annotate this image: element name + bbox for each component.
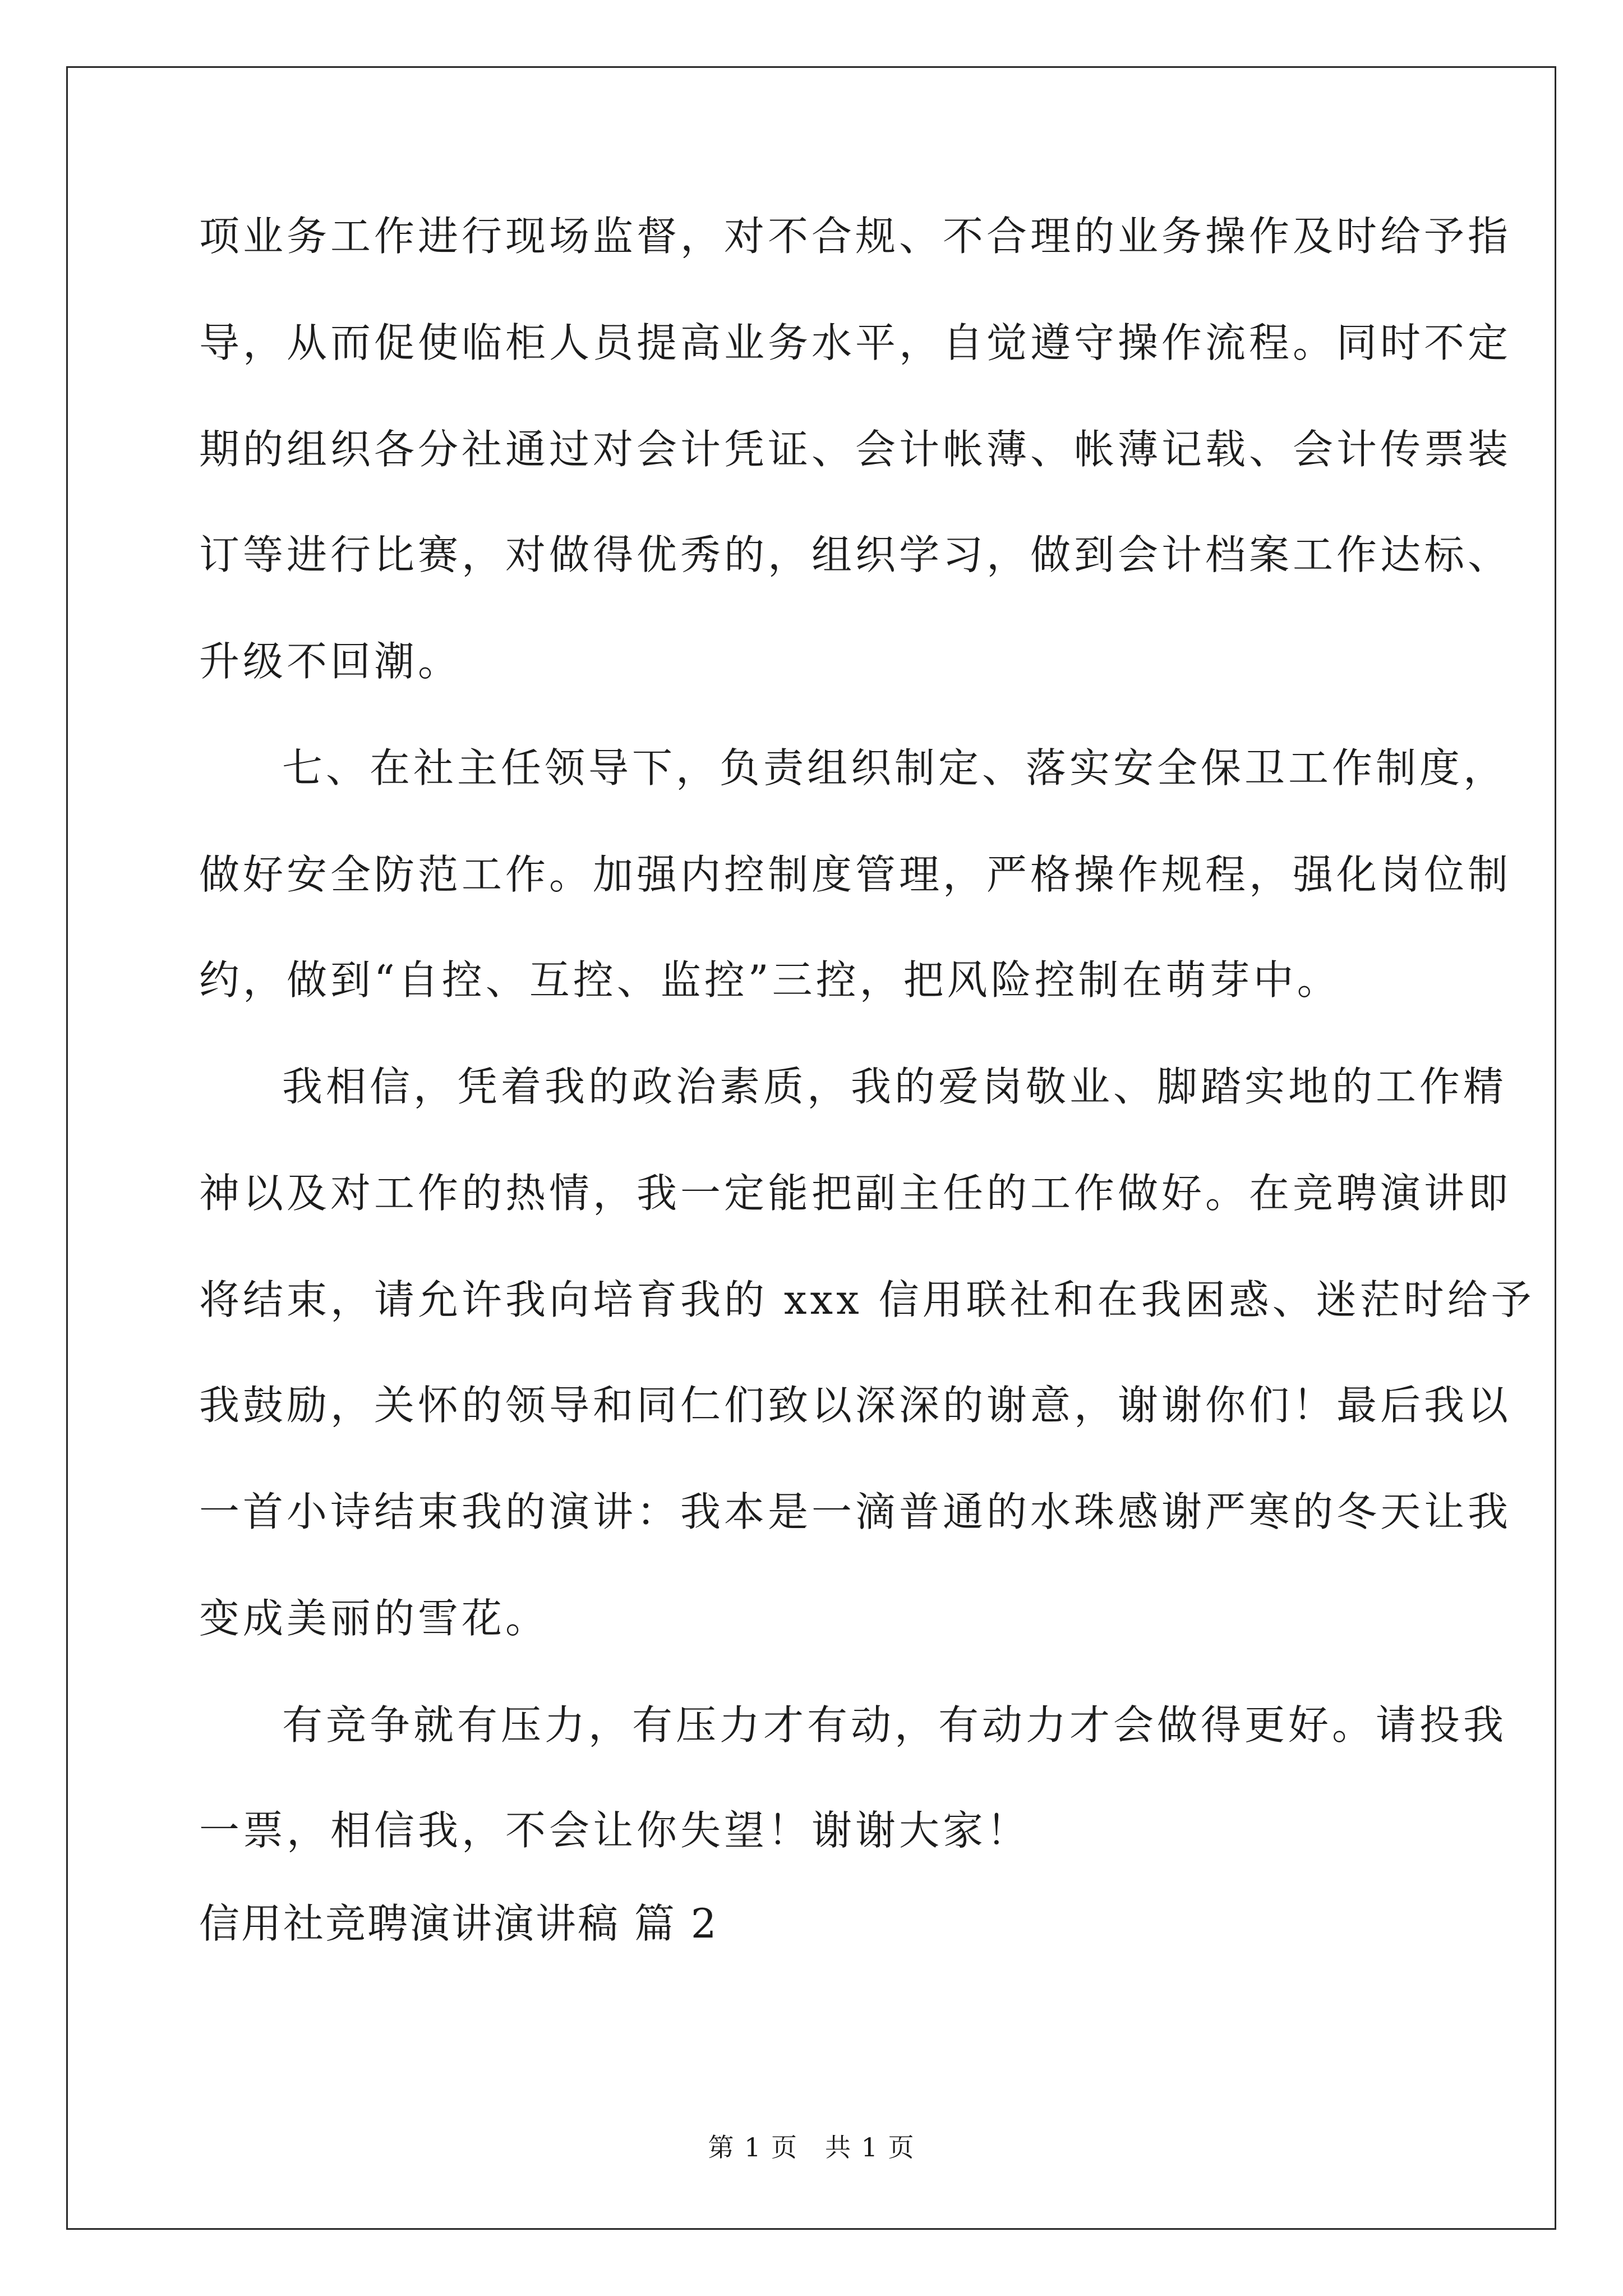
text-line: 导，从而促使临柜人员提高业务水平，自觉遵守操作流程。同时不定 (199, 319, 1512, 366)
text-line: 一首小诗结束我的演讲：我本是一滴普通的水珠感谢严寒的冬天让我 (199, 1488, 1512, 1535)
text-line: 约，做到“自控、互控、监控”三控，把风险控制在萌芽中。 (199, 956, 1341, 1004)
text-line: 变成美丽的雪花。 (199, 1595, 550, 1642)
page-number-footer: 第 1 页 共 1 页 (708, 2132, 915, 2162)
text-line: 一票，相信我，不会让你失望！谢谢大家！ (199, 1807, 1031, 1854)
text-line: 将结束，请允许我向培育我的 xxx 信用联社和在我困惑、迷茫时给予 (199, 1276, 1535, 1323)
text-line: 升级不回潮。 (199, 638, 462, 685)
text-line: 订等进行比赛，对做得优秀的，组织学习，做到会计档案工作达标、 (199, 531, 1512, 578)
text-line: 七、在社主任领导下，负责组织制定、落实安全保卫工作制度， (282, 744, 1507, 792)
text-line: 有竞争就有压力，有压力才有动，有动力才会做得更好。请投我 (282, 1701, 1507, 1749)
text-line: 神以及对工作的热情，我一定能把副主任的工作做好。在竞聘演讲即 (199, 1170, 1512, 1217)
text-line: 做好安全防范工作。加强内控制度管理，严格操作规程，强化岗位制 (199, 851, 1512, 898)
text-line: 项业务工作进行现场监督，对不合规、不合理的业务操作及时给予指 (199, 213, 1512, 260)
text-line: 我相信，凭着我的政治素质，我的爱岗敬业、脚踏实地的工作精 (282, 1063, 1507, 1110)
section-heading: 信用社竞聘演讲演讲稿 篇 2 (199, 1900, 718, 1947)
text-line: 我鼓励，关怀的领导和同仁们致以深深的谢意，谢谢你们！最后我以 (199, 1382, 1512, 1429)
text-line: 期的组织各分社通过对会计凭证、会计帐薄、帐薄记载、会计传票装 (199, 426, 1512, 473)
